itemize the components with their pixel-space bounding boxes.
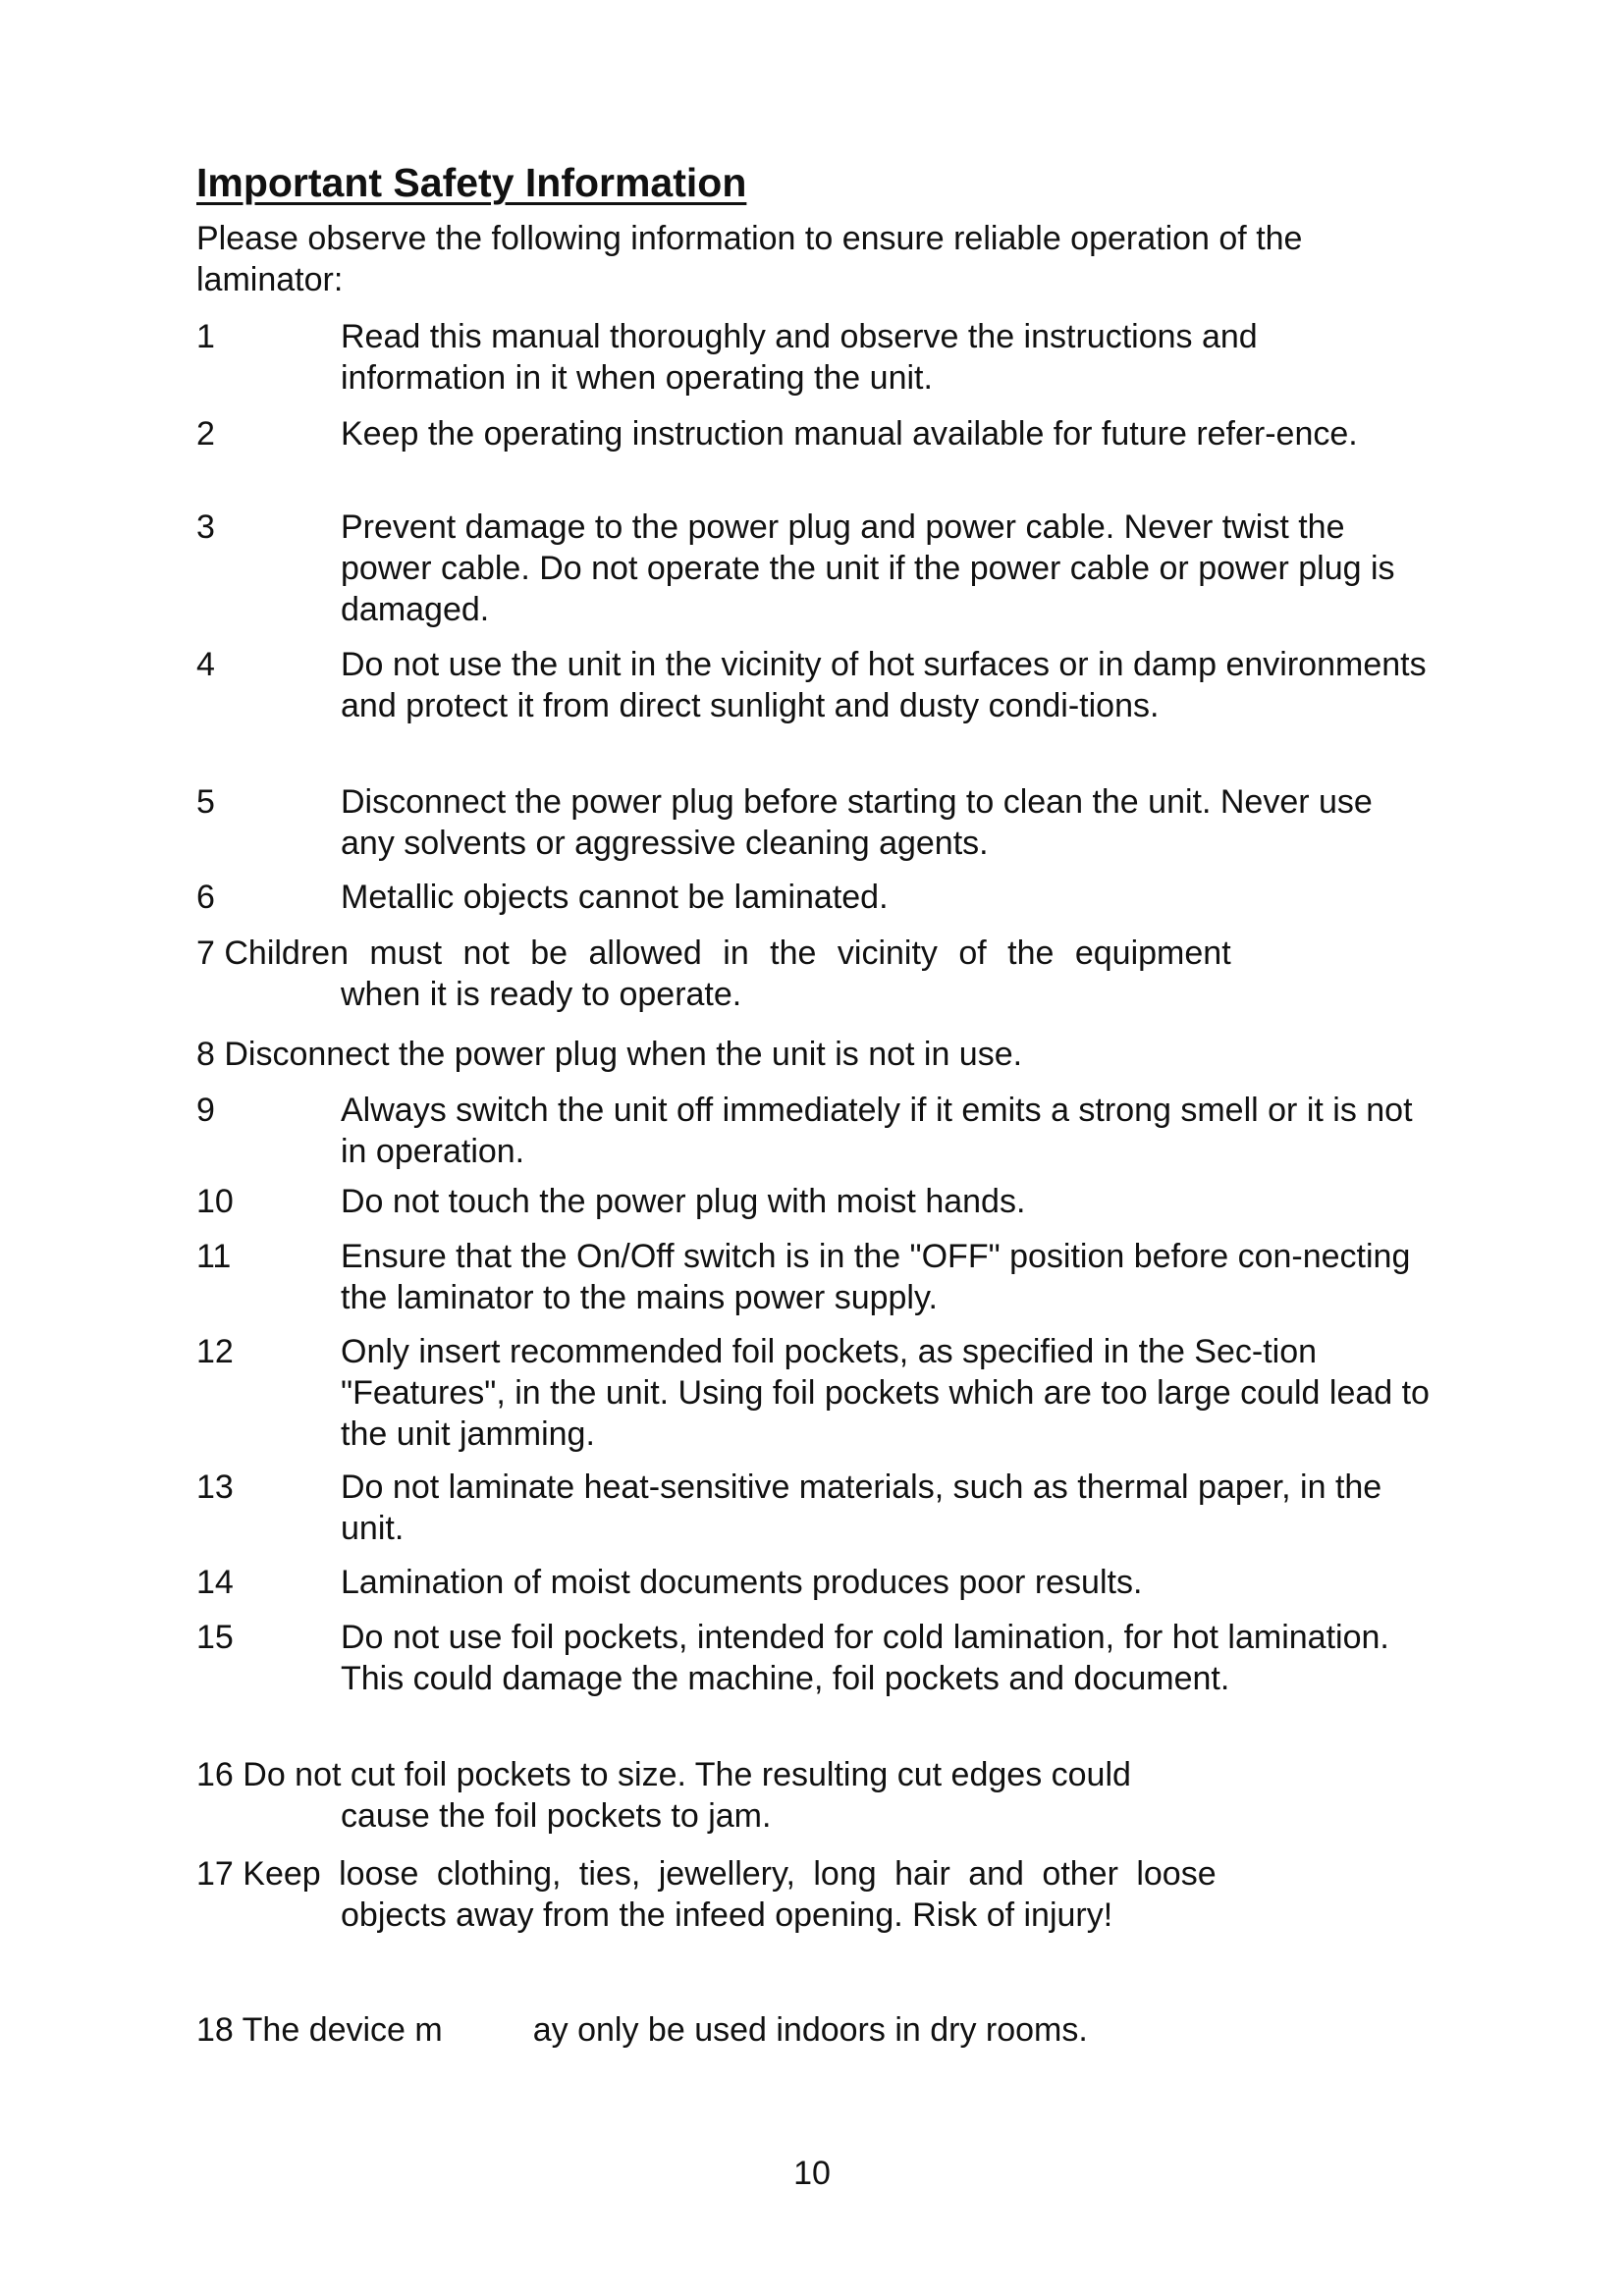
item-number: 6 xyxy=(196,879,215,916)
item-text: The device m xyxy=(242,2011,443,2049)
item-number: 2 xyxy=(196,415,215,453)
list-item xyxy=(196,1034,1434,1075)
item-number: 4 xyxy=(196,646,215,683)
item-text: Do not cut foil pockets to size. The resulting cut edges could xyxy=(243,1756,1131,1793)
item-number: 12 xyxy=(196,1333,234,1370)
list-item xyxy=(196,933,1434,1015)
list-item xyxy=(196,1331,1434,1455)
list-item xyxy=(196,413,1434,454)
intro-paragraph: Please observe the following information to ensure reliable operation of the laminator: xyxy=(196,220,1303,298)
item-text: Metallic objects cannot be laminated. xyxy=(341,879,889,916)
list-item xyxy=(196,1853,1434,1936)
item-text: Prevent damage to the power plug and power cable. Never twist the power cable. Do not operate the unit if the power cable or power plug is damaged. xyxy=(341,508,1395,628)
item-number: 9 xyxy=(196,1092,215,1129)
item-number: 11 xyxy=(196,1238,232,1275)
item-text-continued: cause the foil pockets to jam. xyxy=(341,1797,772,1835)
list-item xyxy=(196,1754,1434,1837)
item-text: Do not use the unit in the vicinity of hot surfaces or in damp environments and protect it from direct sunlight and dusty condi-tions. xyxy=(341,646,1427,724)
list-item xyxy=(196,2009,1434,2051)
list-item xyxy=(196,1181,1434,1222)
item-number: 10 xyxy=(196,1183,234,1220)
list-item xyxy=(196,781,1434,864)
item-number: 13 xyxy=(196,1468,234,1506)
list-item xyxy=(196,1090,1434,1172)
list-item xyxy=(196,1617,1434,1699)
item-number: 14 xyxy=(196,1564,234,1601)
list-item xyxy=(196,1467,1434,1549)
list-item xyxy=(196,1236,1434,1318)
item-text: Do not use foil pockets, intended for cold lamination, for hot lamination. This could damage the machine, foil pockets and document. xyxy=(341,1619,1389,1697)
item-number: 17 xyxy=(196,1855,244,1893)
item-number: 16 xyxy=(196,1756,244,1793)
item-number: 15 xyxy=(196,1619,234,1656)
list-item xyxy=(196,644,1434,726)
item-text: Keep the operating instruction manual available for future refer-ence. xyxy=(341,415,1358,453)
list-item xyxy=(196,507,1434,630)
item-number: 18 xyxy=(196,2011,243,2049)
page-number: 10 xyxy=(793,2155,831,2192)
item-text: Read this manual thoroughly and observe the instructions and information in it when operating the unit. xyxy=(341,318,1258,397)
item-number: 1 xyxy=(196,318,215,355)
item-number: 3 xyxy=(196,508,215,546)
page-title: Important Safety Information xyxy=(196,160,747,205)
item-text: Disconnect the power plug before starting to clean the unit. Never use any solvents or aggressive cleaning agents. xyxy=(341,783,1373,862)
item-text: Children must not be allowed in the vicinity of the equipment xyxy=(224,934,1231,972)
item-text: Only insert recommended foil pockets, as specified in the Sec-tion "Features", in the unit. Using foil pockets which are too large could lead to the unit jamming. xyxy=(341,1333,1430,1453)
item-text-continued: when it is ready to operate. xyxy=(341,976,742,1013)
item-text-second-part: ay only be used indoors in dry rooms. xyxy=(532,2011,1088,2049)
item-text: Do not laminate heat-sensitive materials, such as thermal paper, in the unit. xyxy=(341,1468,1382,1547)
item-number: 7 xyxy=(196,934,225,972)
list-item xyxy=(196,316,1434,399)
item-text: Do not touch the power plug with moist hands. xyxy=(341,1183,1026,1220)
list-item xyxy=(196,877,1434,918)
item-text-continued: objects away from the infeed opening. Risk of injury! xyxy=(341,1896,1113,1934)
item-text: Keep loose clothing, ties, jewellery, long hair and other loose xyxy=(243,1855,1217,1893)
item-text: Always switch the unit off immediately if it emits a strong smell or it is not in operation. xyxy=(341,1092,1413,1170)
item-number: 8 xyxy=(196,1036,225,1073)
list-item xyxy=(196,1562,1434,1603)
item-text: Disconnect the power plug when the unit is not in use. xyxy=(224,1036,1023,1073)
item-text: Lamination of moist documents produces poor results. xyxy=(341,1564,1143,1601)
item-number: 5 xyxy=(196,783,215,821)
item-text: Ensure that the On/Off switch is in the "OFF" position before con-necting the laminator to the mains power supply. xyxy=(341,1238,1411,1316)
